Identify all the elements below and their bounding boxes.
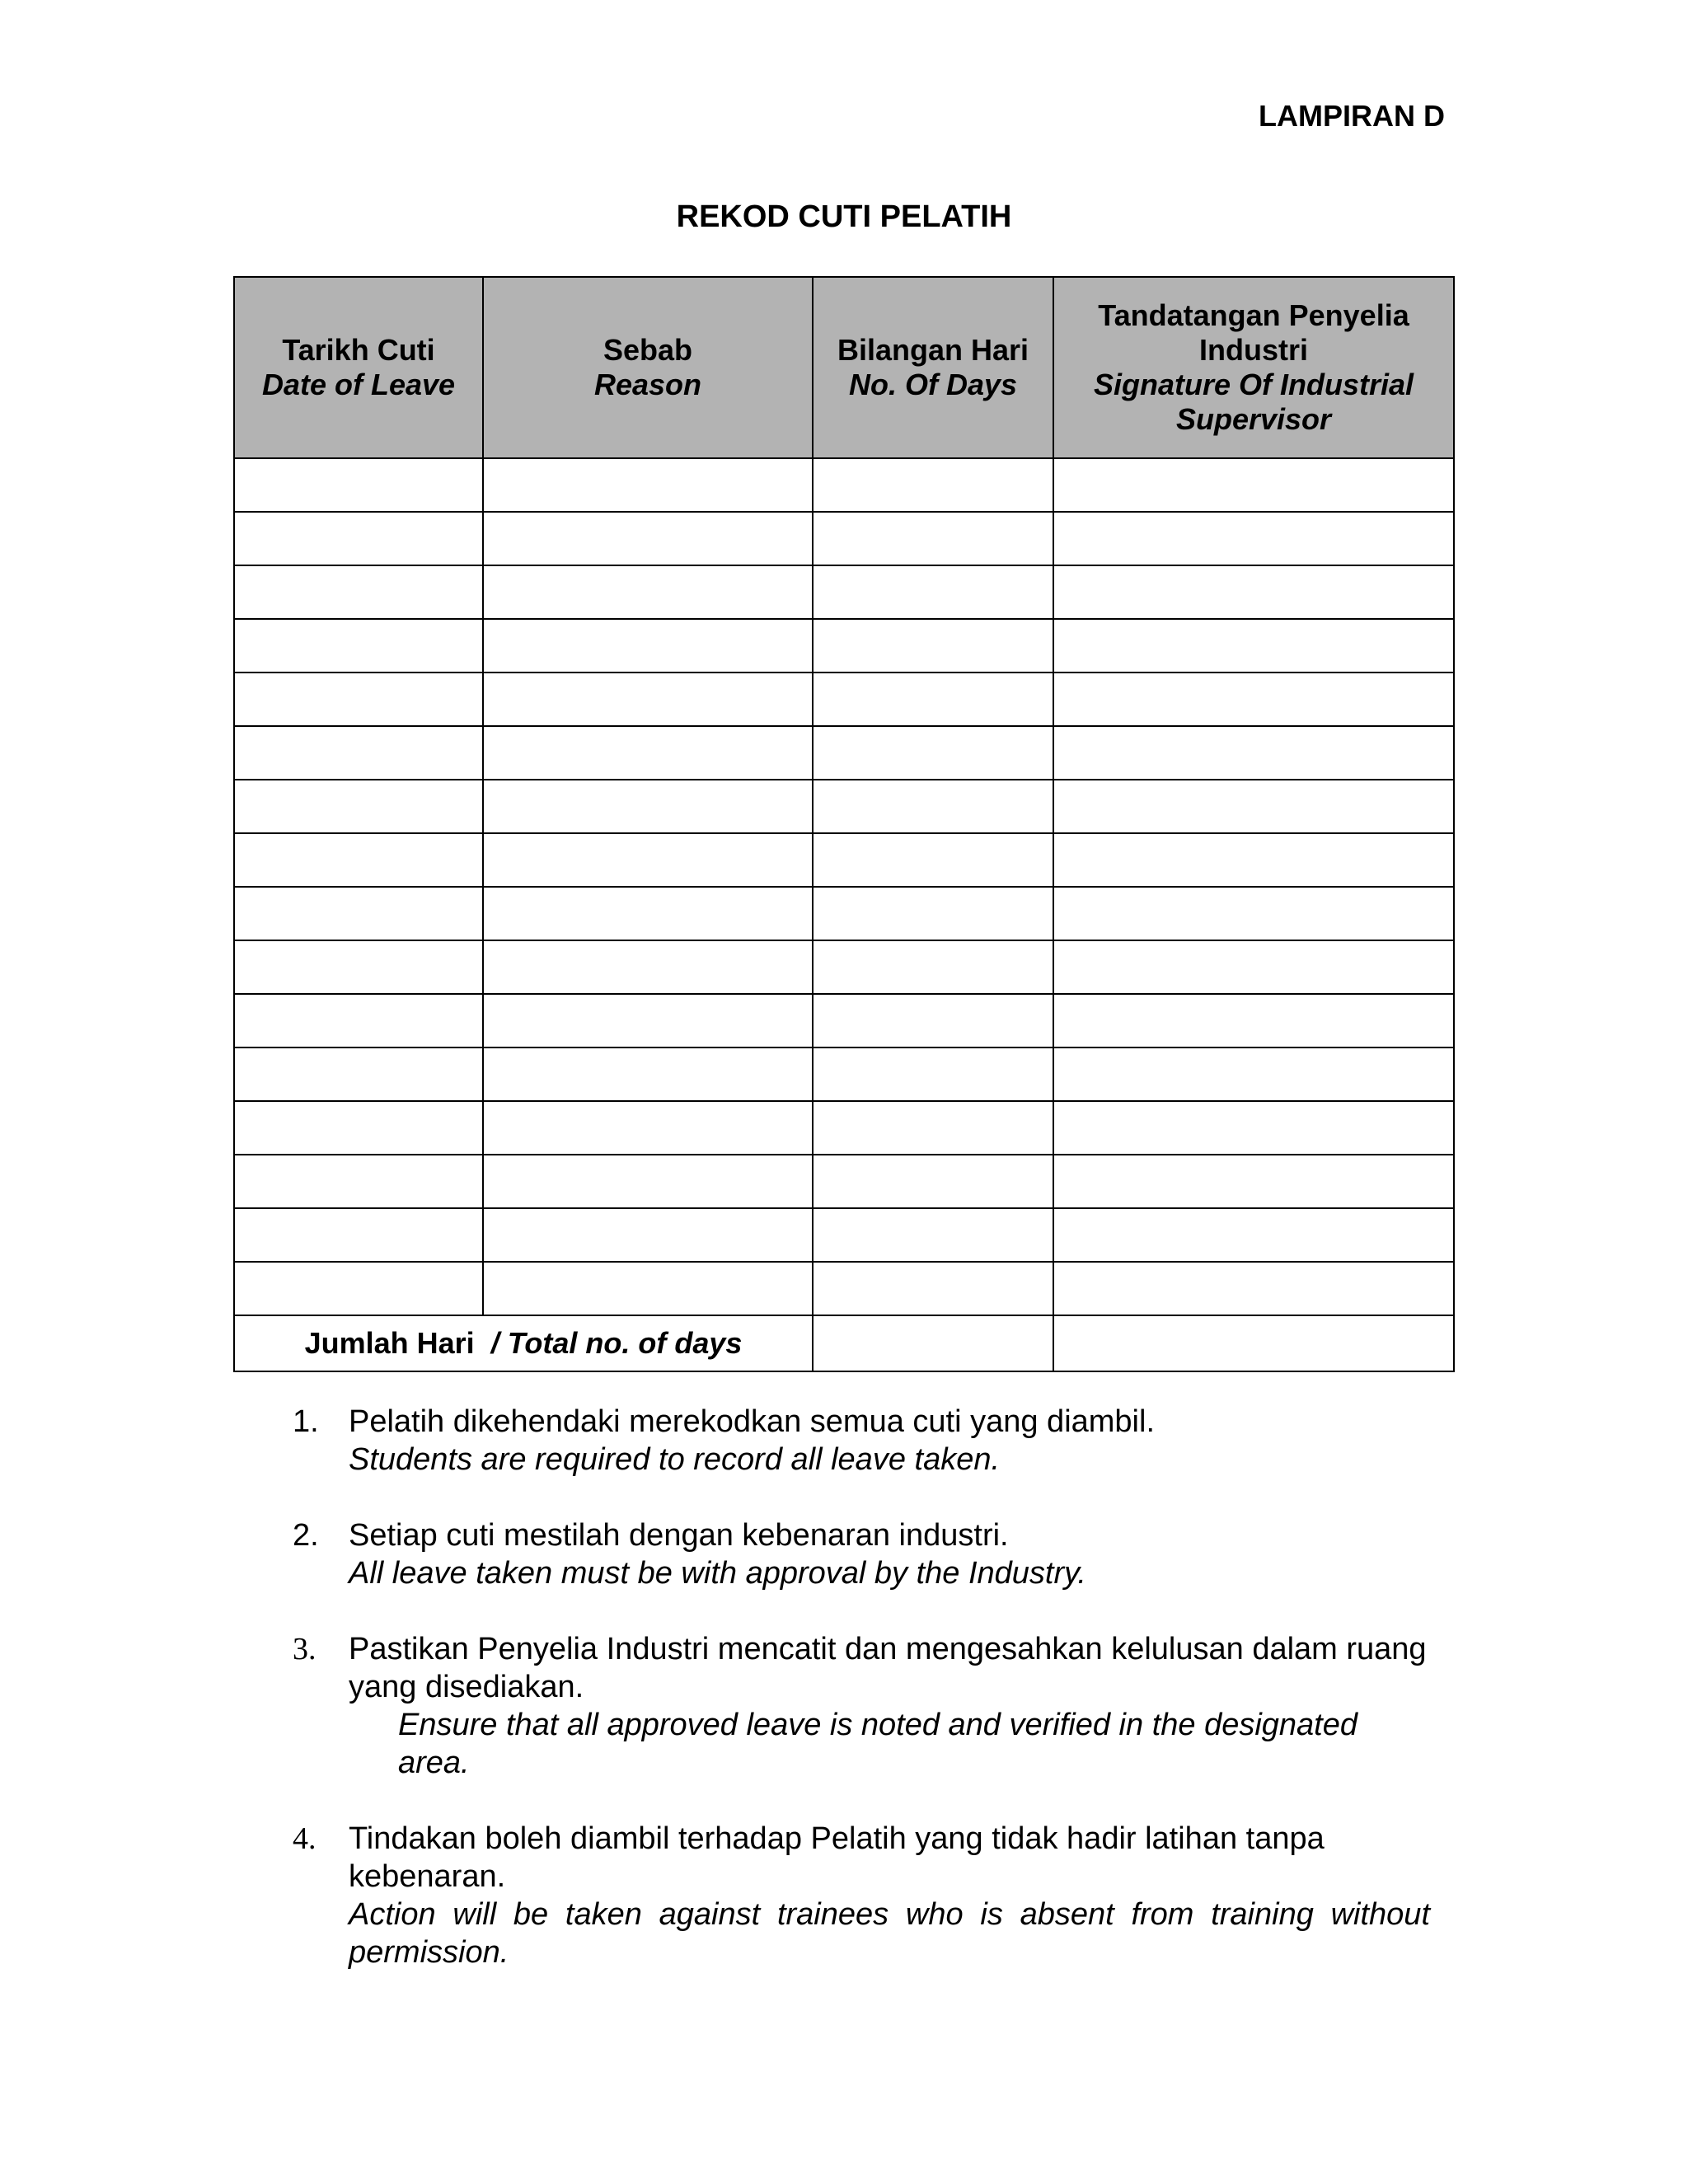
signature-cell[interactable] xyxy=(1053,1262,1454,1315)
column-header-reason-bm: Sebab xyxy=(603,333,693,367)
signature-cell[interactable] xyxy=(1053,887,1454,940)
date-cell[interactable] xyxy=(234,780,483,833)
reason-cell[interactable] xyxy=(483,1208,813,1262)
days-cell[interactable] xyxy=(813,1155,1053,1208)
note-item xyxy=(293,1403,1430,1479)
signature-cell[interactable] xyxy=(1053,1155,1454,1208)
note-number: 3. xyxy=(293,1632,316,1666)
note-number: 4. xyxy=(293,1821,316,1856)
reason-cell[interactable] xyxy=(483,619,813,673)
days-cell[interactable] xyxy=(813,1208,1053,1262)
date-cell[interactable] xyxy=(234,1262,483,1315)
signature-cell[interactable] xyxy=(1053,1047,1454,1101)
table-row xyxy=(234,512,1454,565)
date-cell[interactable] xyxy=(234,940,483,994)
days-cell[interactable] xyxy=(813,565,1053,619)
signature-cell[interactable] xyxy=(1053,458,1454,512)
reason-cell[interactable] xyxy=(483,833,813,887)
reason-cell[interactable] xyxy=(483,512,813,565)
days-cell[interactable] xyxy=(813,1047,1053,1101)
days-cell[interactable] xyxy=(813,458,1053,512)
table-row xyxy=(234,833,1454,887)
page-title: REKOD CUTI PELATIH xyxy=(676,199,1012,234)
reason-cell[interactable] xyxy=(483,994,813,1047)
days-cell[interactable] xyxy=(813,780,1053,833)
signature-cell[interactable] xyxy=(1053,512,1454,565)
column-header-reason-en: Reason xyxy=(593,368,702,401)
column-header-date-en: Date of Leave xyxy=(261,368,456,401)
total-row xyxy=(234,1315,1454,1371)
days-cell[interactable] xyxy=(813,726,1053,780)
date-cell[interactable] xyxy=(234,726,483,780)
column-header-signature-bm: Tandatangan Penyelia Industri xyxy=(1098,298,1409,367)
table-row xyxy=(234,780,1454,833)
date-cell[interactable] xyxy=(234,994,483,1047)
days-cell[interactable] xyxy=(813,619,1053,673)
column-header-days-en: No. Of Days xyxy=(848,368,1018,401)
table-row xyxy=(234,565,1454,619)
days-cell[interactable] xyxy=(813,512,1053,565)
annex-label: LAMPIRAN D xyxy=(1259,99,1445,133)
signature-cell[interactable] xyxy=(1053,780,1454,833)
date-cell[interactable] xyxy=(234,673,483,726)
reason-cell[interactable] xyxy=(483,780,813,833)
table-row xyxy=(234,458,1454,512)
reason-cell[interactable] xyxy=(483,1262,813,1315)
note-text-bm: Tindakan boleh diambil terhadap Pelatih yang tidak hadir latihan tanpa kebenaran. xyxy=(349,1821,1325,1894)
signature-cell[interactable] xyxy=(1053,994,1454,1047)
note-item xyxy=(293,1516,1430,1592)
reason-cell[interactable] xyxy=(483,458,813,512)
table-row xyxy=(234,887,1454,940)
note-text-bm: Pelatih dikehendaki merekodkan semua cuti yang diambil. xyxy=(349,1404,1155,1439)
leave-rows xyxy=(234,458,1454,1315)
date-cell[interactable] xyxy=(234,565,483,619)
signature-cell[interactable] xyxy=(1053,673,1454,726)
date-cell[interactable] xyxy=(234,458,483,512)
total-days-cell[interactable] xyxy=(813,1315,1053,1371)
days-cell[interactable] xyxy=(813,1101,1053,1155)
date-cell[interactable] xyxy=(234,619,483,673)
days-cell[interactable] xyxy=(813,994,1053,1047)
reason-cell[interactable] xyxy=(483,1155,813,1208)
date-cell[interactable] xyxy=(234,887,483,940)
notes-list xyxy=(293,1403,1430,2009)
column-header-days-bm: Bilangan Hari xyxy=(837,333,1029,367)
date-cell[interactable] xyxy=(234,512,483,565)
note-text-bm: Setiap cuti mestilah dengan kebenaran industri. xyxy=(349,1518,1009,1553)
days-cell[interactable] xyxy=(813,673,1053,726)
table-row xyxy=(234,673,1454,726)
column-header-date xyxy=(234,277,483,458)
date-cell[interactable] xyxy=(234,833,483,887)
leave-record-table xyxy=(233,276,1455,1372)
column-header-signature xyxy=(1053,277,1454,458)
column-header-signature-en: Signature Of Industrial Supervisor xyxy=(1093,368,1414,436)
column-header-reason xyxy=(483,277,813,458)
reason-cell[interactable] xyxy=(483,1101,813,1155)
note-text-en: Action will be taken against trainees who is absent from training without permission. xyxy=(349,1897,1430,1970)
signature-cell[interactable] xyxy=(1053,1208,1454,1262)
note-number: 1. xyxy=(293,1404,319,1439)
column-header-days xyxy=(813,277,1053,458)
days-cell[interactable] xyxy=(813,887,1053,940)
date-cell[interactable] xyxy=(234,1155,483,1208)
date-cell[interactable] xyxy=(234,1047,483,1101)
reason-cell[interactable] xyxy=(483,565,813,619)
column-header-date-bm: Tarikh Cuti xyxy=(282,333,435,367)
note-text-en: All leave taken must be with approval by the Industry. xyxy=(349,1556,1086,1591)
total-label xyxy=(234,1315,813,1371)
days-cell[interactable] xyxy=(813,1262,1053,1315)
total-label-bm: Jumlah Hari xyxy=(304,1326,475,1360)
signature-cell[interactable] xyxy=(1053,1101,1454,1155)
note-item xyxy=(293,1630,1430,1782)
note-number: 2. xyxy=(293,1518,319,1553)
reason-cell[interactable] xyxy=(483,673,813,726)
reason-cell[interactable] xyxy=(483,1047,813,1101)
total-signature-cell[interactable] xyxy=(1053,1315,1454,1371)
table-header-row xyxy=(234,277,1454,458)
note-text-en: Students are required to record all leave taken. xyxy=(349,1442,1001,1477)
table-row xyxy=(234,1155,1454,1208)
table-row xyxy=(234,1101,1454,1155)
table-row xyxy=(234,1208,1454,1262)
days-cell[interactable] xyxy=(813,833,1053,887)
table-row xyxy=(234,726,1454,780)
signature-cell[interactable] xyxy=(1053,619,1454,673)
reason-cell[interactable] xyxy=(483,887,813,940)
note-item xyxy=(293,1820,1430,1971)
reason-cell[interactable] xyxy=(483,726,813,780)
table-row xyxy=(234,619,1454,673)
table-row xyxy=(234,994,1454,1047)
signature-cell[interactable] xyxy=(1053,565,1454,619)
signature-cell[interactable] xyxy=(1053,940,1454,994)
signature-cell[interactable] xyxy=(1053,833,1454,887)
note-text-en: Ensure that all approved leave is noted and verified in the designated area. xyxy=(398,1708,1358,1780)
date-cell[interactable] xyxy=(234,1101,483,1155)
date-cell[interactable] xyxy=(234,1208,483,1262)
table-row xyxy=(234,940,1454,994)
days-cell[interactable] xyxy=(813,940,1053,994)
signature-cell[interactable] xyxy=(1053,726,1454,780)
reason-cell[interactable] xyxy=(483,940,813,994)
total-label-en: / Total no. of days xyxy=(490,1326,743,1360)
table-row xyxy=(234,1262,1454,1315)
note-text-bm: Pastikan Penyelia Industri mencatit dan mengesahkan kelulusan dalam ruang yang disediakan. xyxy=(349,1632,1427,1704)
table-row xyxy=(234,1047,1454,1101)
